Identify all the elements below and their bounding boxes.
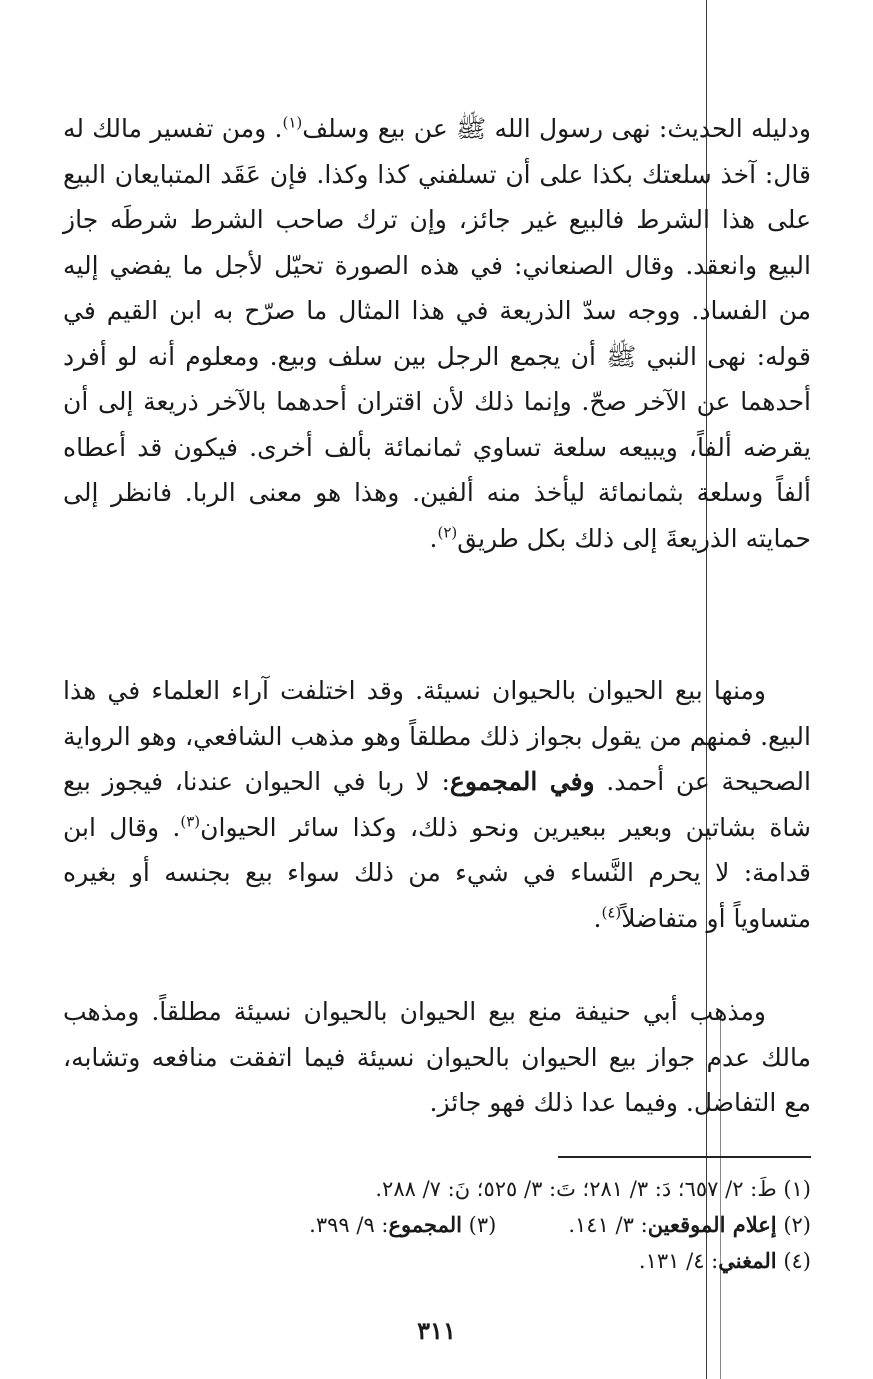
footnote-3-title: المجموع xyxy=(388,1212,462,1237)
paragraph-2 xyxy=(63,668,811,941)
footnote-marker: (١) xyxy=(282,113,303,132)
footnote-4 xyxy=(63,1243,811,1279)
page-number: ٣١١ xyxy=(417,1316,456,1345)
text-run: ودليله الحديث: نهى رسول الله ﷺ عن بيع وسلف xyxy=(302,114,811,143)
footnote-marker: (٤) xyxy=(601,903,622,922)
text-run: . وقال ابن قدامة: لا يحرم النَّساء في شيء من ذلك سواء بيع بجنسه أو بغيره متساوياً أو متفاضلاً xyxy=(63,812,811,933)
footnote-4-ref: : ٤/ ١٣١. xyxy=(638,1249,719,1273)
footnote-3-ref: : ٩/ ٣٩٩. xyxy=(309,1213,389,1237)
footnote-separator xyxy=(558,1156,811,1158)
footnote-2-number: (٢) xyxy=(783,1213,811,1237)
footnote-marker: (٣) xyxy=(180,812,201,831)
text-run: : لا ربا في الحيوان عندنا، فيجوز بيع شاة بشاتين وبعير ببعيرين ونحو ذلك، وكذا سائر الحيوان xyxy=(63,767,811,842)
footnote-2-ref: : ٣/ ١٤١. xyxy=(568,1213,648,1237)
footnote-2-3 xyxy=(63,1207,811,1243)
text-run: ومذهب أبي حنيفة منع بيع الحيوان بالحيوان نسيئة مطلقاً. ومذهب مالك عدم جواز بيع الحيوان بالحيوان نسيئة فيما اتفقت منافعه وتشابه، مع التفاضل. وفيما عدا ذلك فهو جائز. xyxy=(63,997,811,1117)
footnotes xyxy=(63,1171,811,1279)
footnote-3-number: (٣) xyxy=(468,1213,497,1237)
text-run: . ومن تفسير مالك له قال: آخذ سلعتك بكذا على أن تسلفني كذا وكذا. فإن عَقَد المتبايعان البيع على هذا الشرط فالبيع غير جائز، وإن ترك صاحب الشرط شرطَه جاز البيع وانعقد. وقال الصنعاني: في هذه الصورة تحيّل لأجل ما يفضي إليه من الفساد. ووجه سدّ الذريعة في هذا المثال ما صرّح به ابن القيم في قوله: نهى النبي ﷺ أن يجمع الرجل بين سلف وبيع. ومعلوم أنه لو أفرد أحدهما عن الآخر صحّ. وإنما ذلك لأن اقتران أحدهما بالآخر ذريعة إلى أن يقرضه ألفاً، ويبيعه سلعة تساوي ثمانمائة بألف أخرى. فيكون قد أعطاه ألفاً وسلعة بثمانمائة ليأخذ منه ألفين. وهذا هو معنى الربا. فانظر إلى حمايته الذريعةَ إلى ذلك بكل طريق xyxy=(63,114,811,553)
text-run: . xyxy=(429,523,438,553)
text-run: . xyxy=(593,903,602,933)
footnote-4-number: (٤) xyxy=(783,1249,811,1273)
footnote-2-title: إعلام الموقعين xyxy=(647,1212,777,1237)
footnote-1: (١) طَ: ٢/ ٦٥٧؛ دَ: ٣/ ٢٨١؛ تَ: ٣/ ٥٢٥؛ نَ: ٧/ ٢٨٨. xyxy=(375,1177,811,1201)
paragraph-3 xyxy=(63,989,811,1126)
footnote-4-title: المغني xyxy=(718,1248,777,1273)
text-run: ومنها بيع الحيوان بالحيوان نسيئة. وقد اختلفت آراء العلماء في هذا البيع. فمنهم من يقول بجواز ذلك مطلقاً وهو مذهب الشافعي، وهو الرواية الصحيحة عن أحمد. xyxy=(63,676,811,796)
footnote-marker: (٢) xyxy=(437,523,458,542)
paragraph-1 xyxy=(63,106,811,561)
bold-term: وفي المجموع xyxy=(449,767,595,796)
